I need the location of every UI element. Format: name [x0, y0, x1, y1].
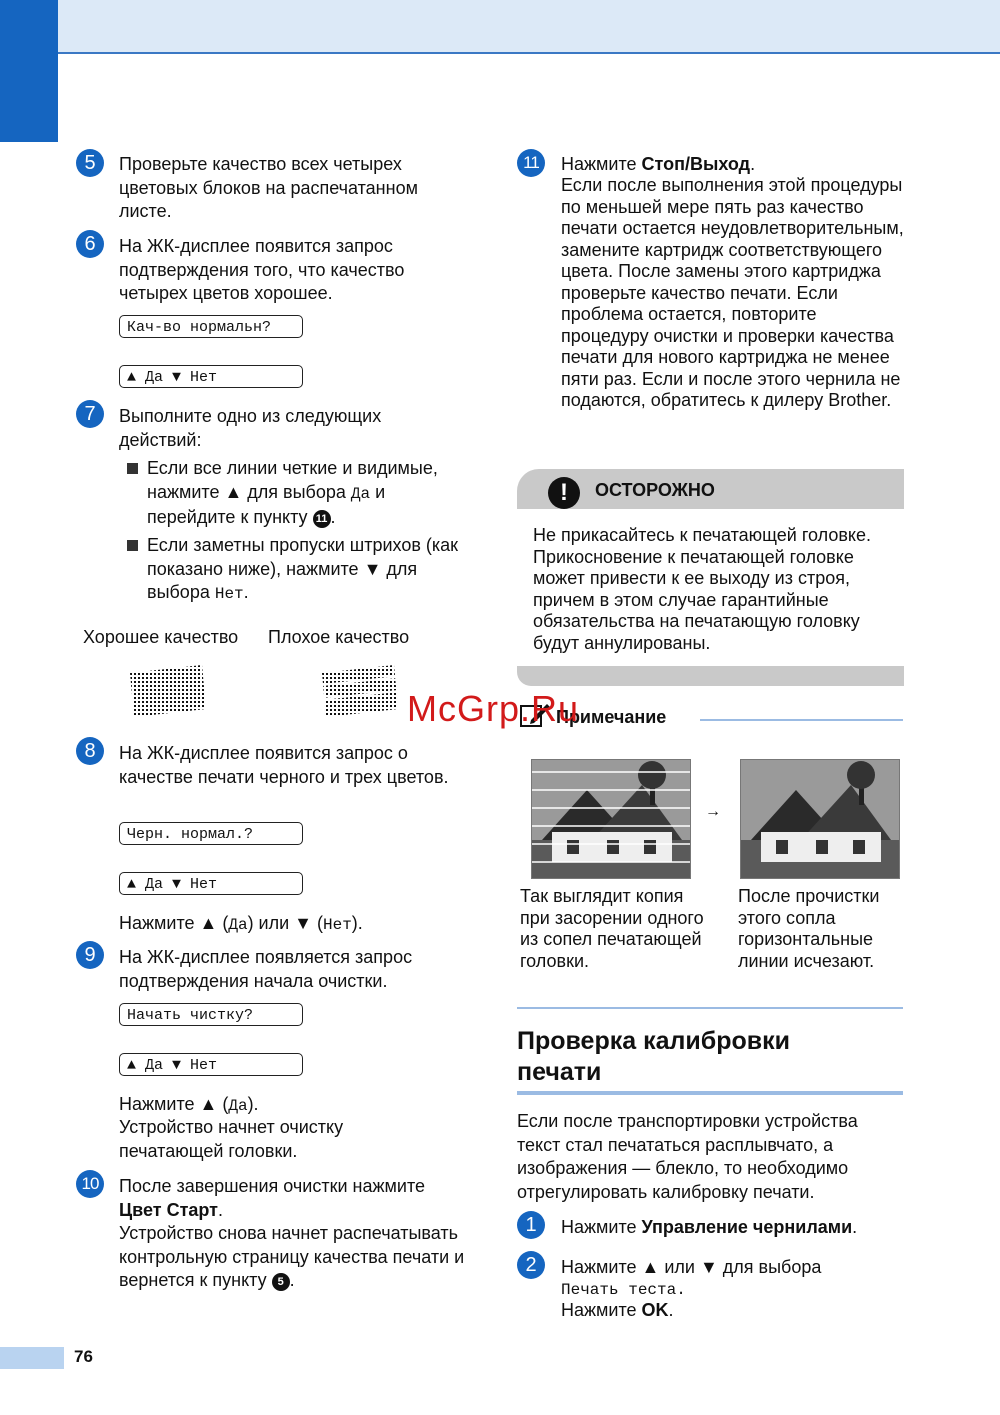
watermark: McGrp.Ru: [407, 688, 580, 729]
step-5-marker: 5: [76, 149, 104, 177]
footer-bar: [0, 1347, 64, 1369]
step-11-after: Если после выполнения этой процедуры по меньшей мере пять раз качество печати остается неудовлетворительным, замените картридж соответствующего цвета. После замены этого картриджа проверьте качество печати. Если проблема остается, повторите процедуру очистки и проверки качества печати для нового картриджа не менее пяти раз. Если и после этого чернила не подаются, обратитесь к дилеру Brother.: [561, 175, 904, 410]
step-9-after: Устройство начнет очистку печатающей головки.: [119, 1117, 344, 1161]
caution-title: ОСТОРОЖНО: [595, 480, 715, 500]
header-band: [0, 0, 1000, 54]
step-6-marker: 6: [76, 230, 104, 258]
good-quality-pattern: [130, 665, 206, 717]
lcd-yes-no: ▲ Да ▼ Нет: [119, 365, 303, 388]
step-10-text: После завершения очистки нажмите Цвет Старт.: [119, 1176, 425, 1220]
chapter-tab: [0, 0, 58, 142]
note-end-rule: [517, 1007, 903, 1009]
step-6-text: На ЖК-дисплее появится запрос подтверждения того, что качество четырех цветов хорошее.: [119, 236, 405, 303]
section-intro: Если после транспортировки устройства текст стал печататься расплывчато, а изображения — блекло, то необходимо отрегулировать калибровку печати.: [517, 1111, 858, 1202]
step-8-marker: 8: [76, 737, 104, 765]
bad-quality-pattern: [322, 665, 398, 717]
step-8-text: На ЖК-дисплее появится запрос о качестве печати черного и трех цветов.: [119, 743, 449, 787]
step-7-bullet-1: Если все линии четкие и видимые, нажмите ▲ для выбора Да и перейдите к пункту 11 .: [147, 458, 438, 527]
photo-clogged-nozzle: [531, 759, 691, 879]
calib-step-1-marker: 1: [517, 1211, 545, 1239]
step-10-marker: 10: [76, 1170, 104, 1198]
page-number: 76: [74, 1347, 93, 1366]
caution-footer: [517, 666, 904, 686]
section-rule: [517, 1091, 903, 1095]
step-11-marker: 11: [517, 149, 545, 177]
bullet-square: [127, 540, 138, 551]
lcd-start-cleaning: Начать чистку?: [119, 1003, 303, 1026]
good-quality-label: Хорошее качество: [83, 627, 239, 647]
exclamation-icon: !: [548, 477, 580, 509]
step-9-marker: 9: [76, 941, 104, 969]
note-rule: [700, 719, 903, 721]
lcd-black-ok: Черн. нормал.?: [119, 822, 303, 845]
bullet-square: [127, 463, 138, 474]
caption-clogged: Так выглядит копия при засорении одного из сопел печатающей головки.: [520, 886, 704, 971]
caption-cleaned: После прочистки этого сопла горизонтальные линии исчезают.: [738, 886, 880, 971]
step-7-bullet-2: Если заметны пропуски штрихов (как показано ниже), нажмите ▼ для выбора Нет.: [147, 535, 459, 603]
step-9-press: Нажмите ▲ (Да).: [119, 1094, 259, 1115]
step-10-after: Устройство снова начнет распечатывать контрольную страницу качества печати и вернется к пункту 5 .: [119, 1223, 465, 1290]
photo-after-cleaning: [740, 759, 900, 879]
step-8-press: Нажмите ▲ (Да) или ▼ (Нет).: [119, 913, 363, 934]
caution-text: Не прикасайтесь к печатающей головке. Прикосновение к печатающей головке может привести к ее выходу из строя, причем в этом случае гарантийные обязательства на печатающую головку будут аннулированы.: [533, 525, 872, 653]
step-5-text: Проверьте качество всех четырех цветовых блоков на распечатанном листе.: [119, 154, 418, 221]
step-9-text: На ЖК-дисплее появляется запрос подтверждения начала очистки.: [119, 947, 413, 991]
bad-quality-label: Плохое качество: [268, 627, 410, 647]
step-7-text: Выполните одно из следующих действий:: [119, 406, 382, 450]
arrow-icon: →: [705, 803, 721, 820]
calib-step-2-lcd: Печать теста.: [561, 1281, 686, 1299]
lcd-quality-ok: Кач-во нормальн?: [119, 315, 303, 338]
calib-step-2-press: Нажмите OK.: [561, 1300, 674, 1320]
calib-step-2-text: Нажмите ▲ или ▼ для выбора: [561, 1257, 822, 1277]
step-11-text: Нажмите Стоп/Выход.: [561, 154, 756, 174]
lcd-yes-no: ▲ Да ▼ Нет: [119, 872, 303, 895]
calib-step-1-text: Нажмите Управление чернилами.: [561, 1217, 858, 1237]
note-title: Примечание: [556, 707, 667, 727]
step-7-marker: 7: [76, 400, 104, 428]
lcd-yes-no: ▲ Да ▼ Нет: [119, 1053, 303, 1076]
section-title: Проверка калибровки печати: [517, 1027, 790, 1086]
calib-step-2-marker: 2: [517, 1251, 545, 1279]
